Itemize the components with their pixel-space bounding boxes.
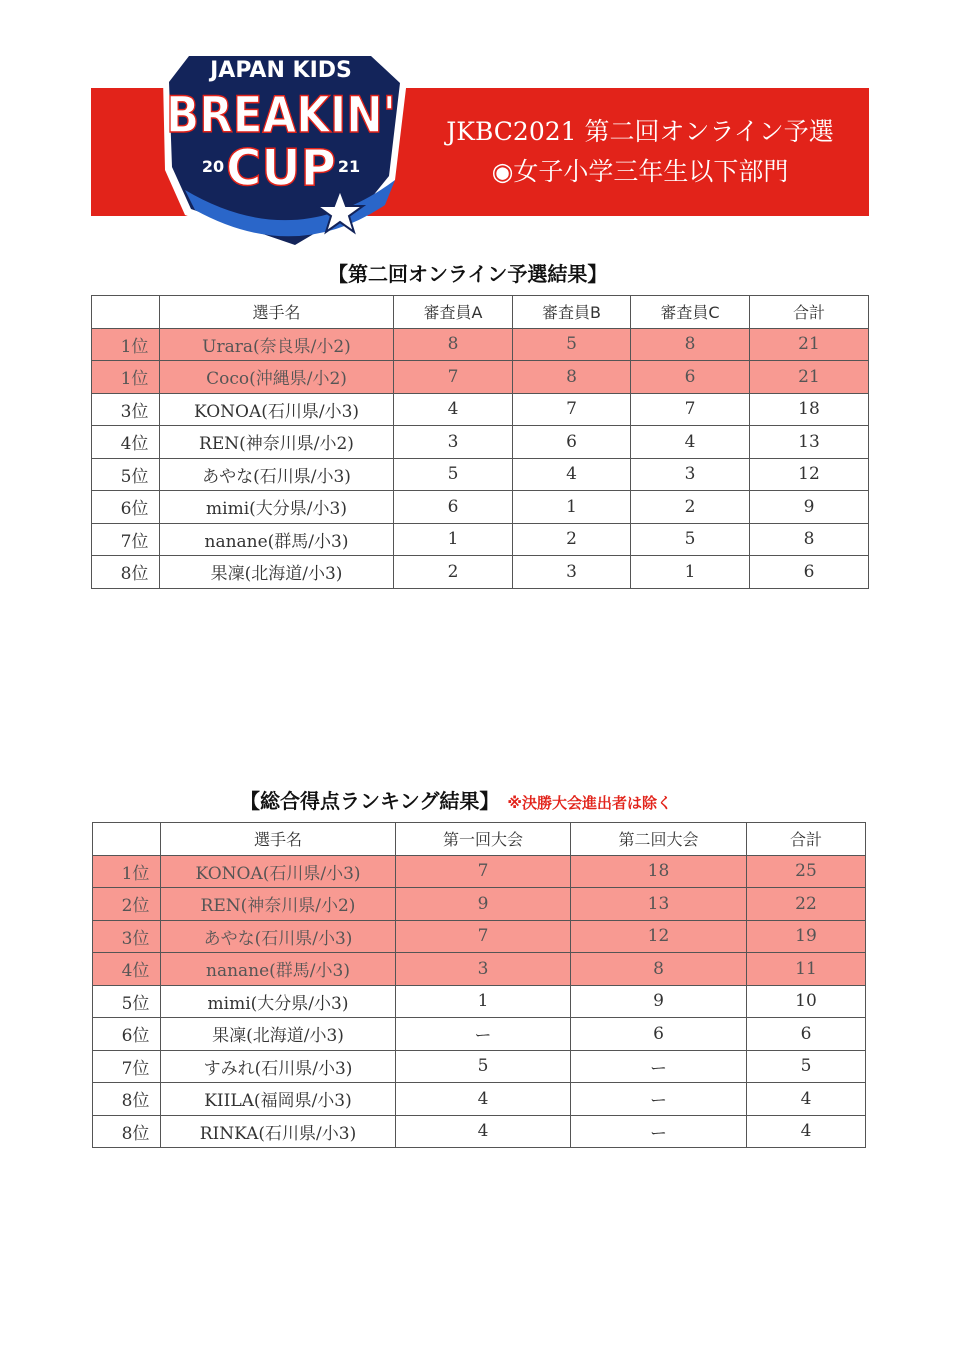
cell-c: 1	[631, 556, 750, 589]
table-row	[92, 523, 869, 556]
cell-total: 11	[747, 953, 866, 986]
cell-rank: 5位	[92, 458, 160, 491]
column-header: 選手名	[161, 823, 396, 856]
column-header: 合計	[750, 296, 869, 329]
cell-name: 果凜(北海道/小3)	[160, 556, 394, 589]
cell-name: KIILA(福岡県/小3)	[161, 1083, 396, 1116]
table-row	[92, 328, 869, 361]
table-row	[93, 920, 866, 953]
cell-first: 1	[396, 985, 571, 1018]
cell-rank: 6位	[92, 491, 160, 524]
cell-second: 8	[571, 953, 747, 986]
cell-total: 21	[750, 328, 869, 361]
cell-c: 3	[631, 458, 750, 491]
cell-rank: 8位	[92, 556, 160, 589]
cell-b: 7	[513, 393, 631, 426]
table-row	[93, 953, 866, 986]
cell-second: 18	[571, 855, 747, 888]
logo-main-text-1: BREAKIN'	[166, 86, 396, 144]
cell-name: mimi(大分県/小3)	[161, 985, 396, 1018]
cell-b: 5	[513, 328, 631, 361]
table-header-row	[93, 823, 866, 856]
table-row	[92, 361, 869, 394]
table-row	[92, 491, 869, 524]
table-row	[93, 855, 866, 888]
cell-name: KONOA(石川県/小3)	[161, 855, 396, 888]
cell-rank: 7位	[92, 523, 160, 556]
cell-total: 19	[747, 920, 866, 953]
table1-title: 【第二回オンライン予選結果】	[328, 262, 608, 286]
column-header: 審査員A	[394, 296, 513, 329]
cell-total: 4	[747, 1083, 866, 1116]
cell-rank: 8位	[93, 1115, 161, 1148]
cell-second: ー	[571, 1083, 747, 1116]
cell-second: 12	[571, 920, 747, 953]
cell-second: 9	[571, 985, 747, 1018]
online-qualifier-results-table	[91, 295, 869, 589]
cell-name: KONOA(石川県/小3)	[160, 393, 394, 426]
table-row	[92, 393, 869, 426]
cell-total: 8	[750, 523, 869, 556]
cell-c: 7	[631, 393, 750, 426]
cell-total: 10	[747, 985, 866, 1018]
table2-note: ※決勝大会進出者は除く	[507, 794, 672, 812]
cell-second: 6	[571, 1018, 747, 1051]
cell-a: 6	[394, 491, 513, 524]
column-header: 選手名	[160, 296, 394, 329]
cell-rank: 1位	[92, 328, 160, 361]
cell-c: 5	[631, 523, 750, 556]
column-header	[93, 823, 161, 856]
cell-rank: 1位	[93, 855, 161, 888]
cell-rank: 4位	[93, 953, 161, 986]
cell-rank: 1位	[92, 361, 160, 394]
cell-total: 6	[750, 556, 869, 589]
table-header-row	[92, 296, 869, 329]
table-row	[93, 985, 866, 1018]
cell-c: 2	[631, 491, 750, 524]
table-row	[93, 1050, 866, 1083]
cell-name: nanane(群馬/小3)	[160, 523, 394, 556]
cell-rank: 8位	[93, 1083, 161, 1116]
cell-a: 4	[394, 393, 513, 426]
logo-top-text: JAPAN KIDS	[210, 58, 352, 83]
cell-first: 5	[396, 1050, 571, 1083]
cell-first: 7	[396, 855, 571, 888]
cell-c: 6	[631, 361, 750, 394]
cell-first: ー	[396, 1018, 571, 1051]
cell-rank: 7位	[93, 1050, 161, 1083]
banner-title-line2: ◉女子小学三年生以下部門	[491, 157, 789, 186]
cell-a: 8	[394, 328, 513, 361]
column-header: 合計	[747, 823, 866, 856]
table-row	[93, 1083, 866, 1116]
cell-name: RINKA(石川県/小3)	[161, 1115, 396, 1148]
cell-first: 7	[396, 920, 571, 953]
cell-name: 果凜(北海道/小3)	[161, 1018, 396, 1051]
cell-total: 18	[750, 393, 869, 426]
cell-rank: 2位	[93, 888, 161, 921]
table-row	[93, 888, 866, 921]
cell-a: 1	[394, 523, 513, 556]
cell-name: nanane(群馬/小3)	[161, 953, 396, 986]
cell-first: 9	[396, 888, 571, 921]
cell-b: 4	[513, 458, 631, 491]
cell-a: 3	[394, 426, 513, 459]
cell-b: 6	[513, 426, 631, 459]
cell-name: REN(神奈川県/小2)	[161, 888, 396, 921]
banner-title	[430, 112, 850, 192]
cell-rank: 5位	[93, 985, 161, 1018]
cell-total: 4	[747, 1115, 866, 1148]
cell-second: 13	[571, 888, 747, 921]
cell-b: 1	[513, 491, 631, 524]
column-header: 審査員B	[513, 296, 631, 329]
cell-rank: 6位	[93, 1018, 161, 1051]
logo-year-left: 20	[201, 157, 225, 176]
table-row	[93, 1018, 866, 1051]
cell-first: 4	[396, 1115, 571, 1148]
cell-rank: 3位	[92, 393, 160, 426]
cell-total: 9	[750, 491, 869, 524]
cell-a: 7	[394, 361, 513, 394]
cell-second: ー	[571, 1115, 747, 1148]
overall-ranking-table	[92, 822, 866, 1148]
cell-total: 6	[747, 1018, 866, 1051]
cell-total: 12	[750, 458, 869, 491]
cell-first: 3	[396, 953, 571, 986]
table2-title-wrap	[240, 785, 672, 814]
cell-total: 22	[747, 888, 866, 921]
cell-name: あやな(石川県/小3)	[161, 920, 396, 953]
cell-name: Urara(奈良県/小2)	[160, 328, 394, 361]
table2-title: 【総合得点ランキング結果】	[240, 789, 500, 813]
cell-second: ー	[571, 1050, 747, 1083]
table-row	[92, 458, 869, 491]
cell-c: 8	[631, 328, 750, 361]
cell-b: 3	[513, 556, 631, 589]
cell-total: 21	[750, 361, 869, 394]
banner-title-line1: JKBC2021 第二回オンライン予選	[446, 117, 834, 146]
table-row	[93, 1115, 866, 1148]
logo-main-text-2: CUP	[226, 139, 336, 197]
cell-name: mimi(大分県/小3)	[160, 491, 394, 524]
cell-b: 2	[513, 523, 631, 556]
cell-rank: 3位	[93, 920, 161, 953]
cell-a: 2	[394, 556, 513, 589]
cell-b: 8	[513, 361, 631, 394]
table-row	[92, 426, 869, 459]
table-row	[92, 556, 869, 589]
cell-name: あやな(石川県/小3)	[160, 458, 394, 491]
column-header: 第二回大会	[571, 823, 747, 856]
cell-name: すみれ(石川県/小3)	[161, 1050, 396, 1083]
cell-name: REN(神奈川県/小2)	[160, 426, 394, 459]
cell-total: 25	[747, 855, 866, 888]
cell-name: Coco(沖縄県/小2)	[160, 361, 394, 394]
column-header: 審査員C	[631, 296, 750, 329]
cell-total: 5	[747, 1050, 866, 1083]
breakin-cup-logo	[145, 40, 415, 260]
cell-first: 4	[396, 1083, 571, 1116]
cell-rank: 4位	[92, 426, 160, 459]
cell-total: 13	[750, 426, 869, 459]
column-header: 第一回大会	[396, 823, 571, 856]
logo-year-right: 21	[337, 157, 361, 176]
cell-a: 5	[394, 458, 513, 491]
column-header	[92, 296, 160, 329]
cell-c: 4	[631, 426, 750, 459]
